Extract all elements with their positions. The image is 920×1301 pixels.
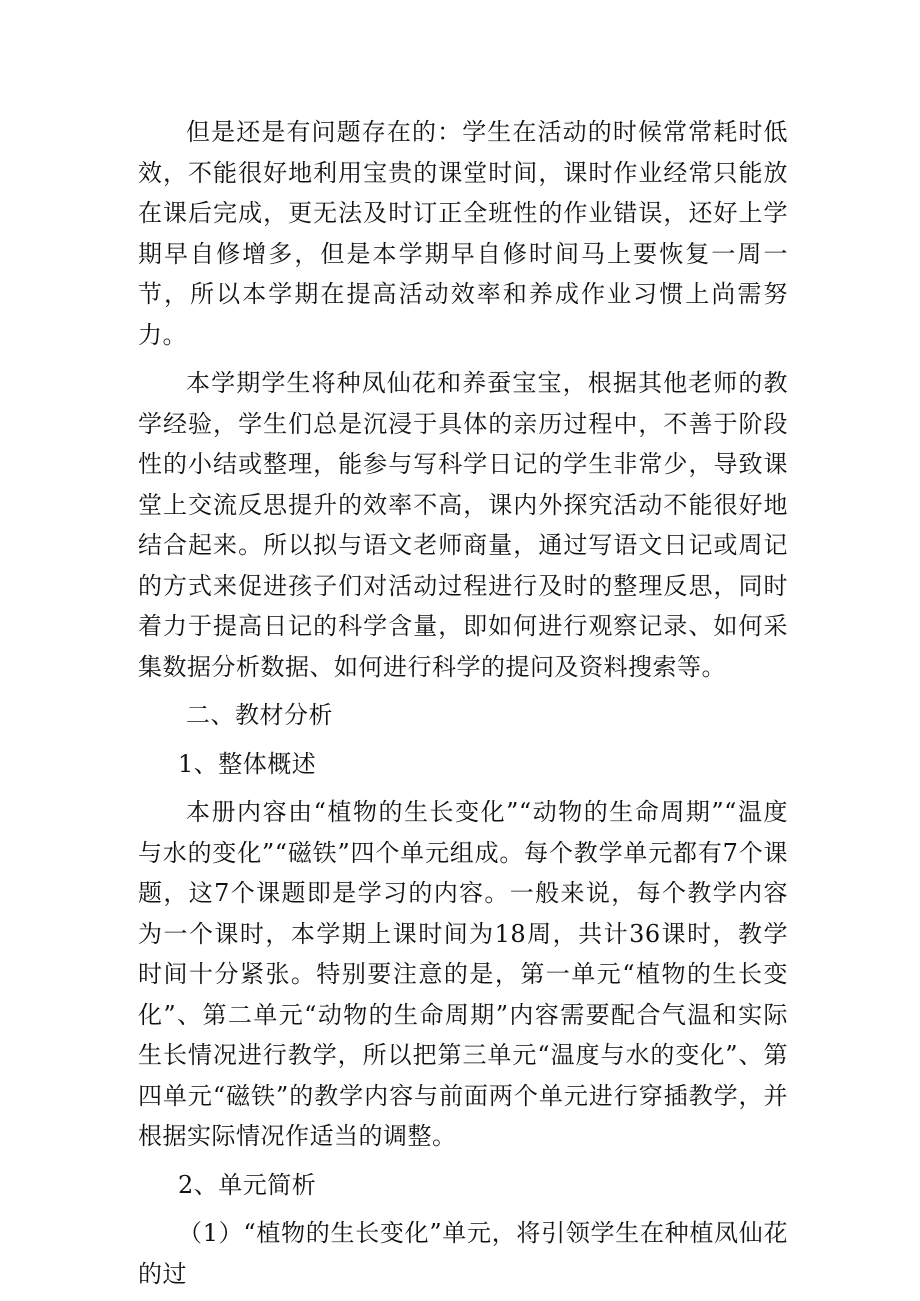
paragraph-unit-1: （1）“植物的生长变化”单元，将引领学生在种植凤仙花的过 bbox=[138, 1219, 788, 1288]
section-heading-textbook-analysis: 二、教材分析 bbox=[186, 701, 333, 729]
paragraph-overview: 本册内容由“植物的生长变化”“动物的生命周期”“温度与水的变化”“磁铁”四个单元组成。每个教学单元都有7个课题，这7个课题即是学习的内容。一般来说，每个教学内容为一个课时，本学期上课时间为18周，共计36课时，教学时间十分紧张。特别要注意的是，第一单元“植物的生长变化”、第二单元“动物的生命周期”内容需要配合气温和实际生长情况进行教学，所以把第三单元“温度与水的变化”、第四单元“磁铁”的教学内容与前面两个单元进行穿插教学，并根据实际情况作适当的调整。 bbox=[138, 798, 788, 1150]
paragraph-problems: 但是还是有问题存在的：学生在活动的时候常常耗时低效，不能很好地利用宝贵的课堂时间，课时作业经常只能放在课后完成，更无法及时订正全班性的作业错误，还好上学期早自修增多，但是本学期早自修时间马上要恢复一周一节，所以本学期在提高活动效率和养成作业习惯上尚需努力。 bbox=[138, 118, 788, 349]
document-page bbox=[138, 112, 788, 1294]
sub-heading-unit-analysis: 2、单元简析 bbox=[178, 1170, 317, 1199]
sub-heading-overview: 1、整体概述 bbox=[178, 749, 317, 778]
paragraph-semester-plan: 本学期学生将种凤仙花和养蚕宝宝，根据其他老师的教学经验，学生们总是沉浸于具体的亲历过程中，不善于阶段性的小结或整理，能参与写科学日记的学生非常少，导致课堂上交流反思提升的效率不高，课内外探究活动不能很好地结合起来。所以拟与语文老师商量，通过写语文日记或周记的方式来促进孩子们对活动过程进行及时的整理反思，同时着力于提高日记的科学含量，即如何进行观察记录、如何采集数据分析数据、如何进行科学的提问及资料搜索等。 bbox=[138, 369, 788, 681]
